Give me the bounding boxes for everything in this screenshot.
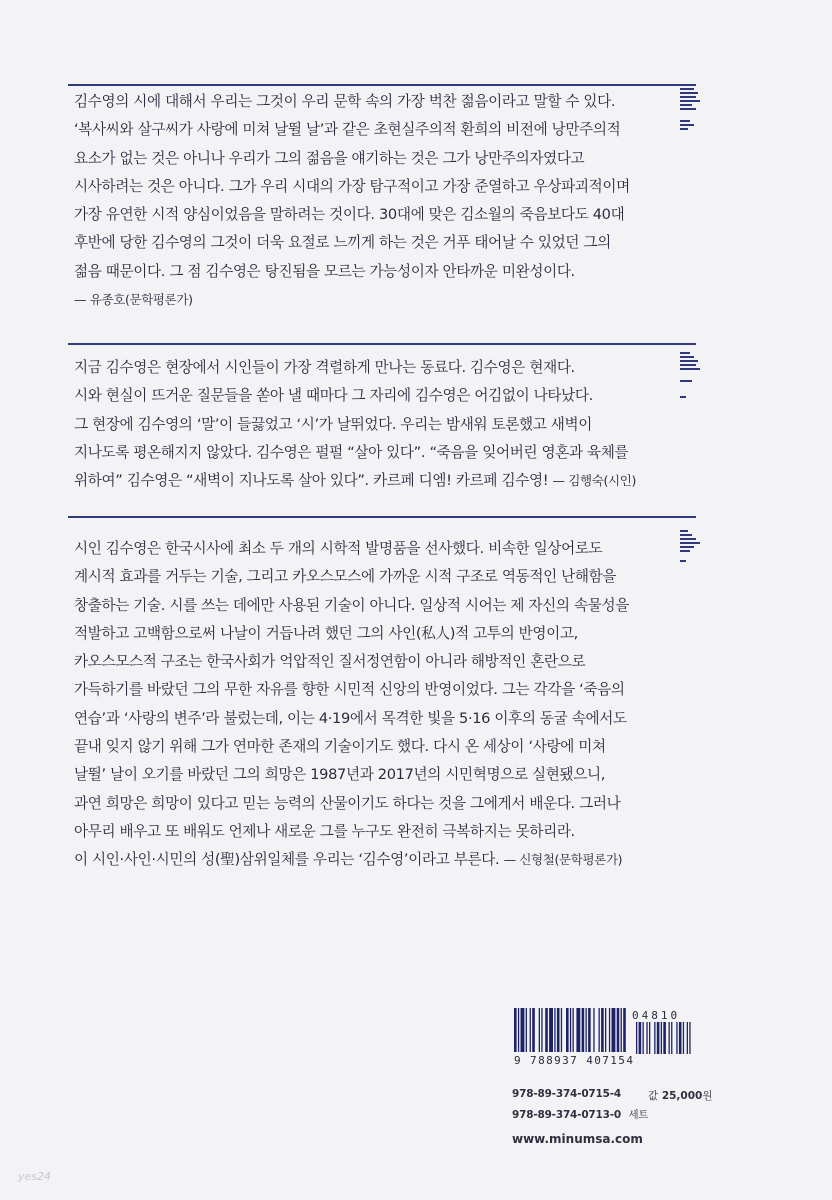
barcode-bar <box>576 1008 580 1052</box>
review-blurb-1 <box>74 88 674 314</box>
blurb-attribution: — 신형철(문학평론가) <box>503 852 623 868</box>
attribution-line <box>74 286 674 314</box>
barcode-bar <box>561 1008 562 1052</box>
barcode-bar <box>609 1008 610 1052</box>
retailer-watermark: yes24 <box>18 1170 52 1183</box>
barcode-bar <box>545 1008 548 1052</box>
isbn-primary: 978-89-374-0715-4 <box>512 1088 622 1100</box>
blurb-line: 연습’과 ‘사랑의 변주’라 불렀는데, 이는 4·19에서 목격한 빛을 5·16 이후의 동굴 속에서도 <box>74 709 627 727</box>
barcode-bar <box>621 1008 622 1052</box>
blurb-line: ‘복사씨와 살구씨가 사랑에 미쳐 날뛸 날’과 같은 초현실주의적 환희의 비전에 낭만주의적 <box>74 121 621 139</box>
barcode-bar <box>588 1008 591 1052</box>
blurb-line: 시인 김수영은 한국시사에 최소 두 개의 시학적 발명품을 선사했다. 비속한 일상어로도 <box>74 540 603 557</box>
barcode-digits: 9 788937 407154 <box>512 1054 698 1067</box>
barcode-bar <box>532 1008 535 1052</box>
barcode-bar <box>593 1008 594 1052</box>
blurb-line: 시사하려는 것은 아니다. 그가 우리 시대의 가장 탐구적이고 가장 준열하고 우상파괴적이며 <box>74 177 630 195</box>
barcode-bar <box>549 1008 553 1052</box>
blurb-line <box>74 467 674 495</box>
price <box>648 1088 713 1103</box>
price-label: 값 <box>648 1090 659 1102</box>
blurb-line: 과연 희망은 희망이 있다고 믿는 능력의 산물이기도 하다는 것을 그에게서 배운다. 그러나 <box>74 794 621 812</box>
divider-rule <box>68 84 696 86</box>
barcode-bar <box>612 1008 616 1052</box>
blurb-line: 젊음 때문이다. 그 점 김수영은 탕진됨을 모르는 가능성이자 안타까운 미완성이다. <box>74 262 575 280</box>
price-unit: 원 <box>702 1090 713 1102</box>
blurb-line: 카오스모스적 구조는 한국사회가 억압적인 질서정연함이 아니라 해방적인 혼란으로 <box>74 653 586 671</box>
barcode-bar <box>573 1008 574 1052</box>
isbn-set-number: 978-89-374-0713-0 <box>512 1109 622 1121</box>
blurb-line <box>74 846 674 874</box>
blurb-line: 날뛸’ 날이 오기를 바랐던 그의 희망은 1987년과 2017년의 시민혁명으로 실현됐으니, <box>74 766 606 784</box>
review-blurb-3 <box>74 535 674 875</box>
ruler-marks <box>680 530 702 564</box>
ruler-marks <box>680 352 702 400</box>
barcode-bar <box>518 1008 519 1052</box>
blurb-line: 계시적 효과를 거두는 기술, 그리고 카오스모스에 가까운 시적 구조로 역동적인 난해함을 <box>74 568 617 586</box>
blurb-line-text: 이 시인·사인·시민의 성(聖)삼위일체를 우리는 ‘김수영’이라고 부른다. <box>74 851 500 869</box>
barcode-bar <box>554 1008 555 1052</box>
barcode-bar <box>605 1008 606 1052</box>
divider-rule <box>68 343 696 345</box>
divider-rule <box>68 516 696 518</box>
blurb-line: 창출하는 기술. 시를 쓰는 데에만 사용된 기술이 아니다. 일상적 시어는 제 자신의 속물성을 <box>74 596 629 614</box>
blurb-line: 후반에 당한 김수영의 그것이 더욱 요절로 느끼게 하는 것은 거푸 태어날 수 있었던 그의 <box>74 234 611 252</box>
blurb-line: 끝내 잊지 않기 위해 그가 연마한 존재의 기술이기도 했다. 다시 온 세상이 ‘사랑에 미쳐 <box>74 738 606 756</box>
barcode-bar <box>526 1008 527 1052</box>
barcode-bar <box>521 1008 525 1052</box>
barcode-bar <box>541 1008 542 1052</box>
blurb-line: 지금 김수영은 현장에서 시인들이 가장 격렬하게 만나는 동료다. 김수영은 현재다. <box>74 359 575 376</box>
blurb-line: 지나도록 평온해지지 않았다. 김수영은 펄펄 “살아 있다”. “죽음을 잊어버린 영혼과 육체를 <box>74 443 629 461</box>
blurb-line: 요소가 없는 것은 아니나 우리가 그의 젊음을 얘기하는 것은 그가 낭만주의자였다고 <box>74 149 585 167</box>
barcode-bar <box>530 1008 531 1052</box>
barcode-bar <box>557 1008 560 1052</box>
isbn-set-label: 세트 <box>628 1109 649 1121</box>
review-blurb-2 <box>74 354 674 495</box>
blurb-line-text: 위하여” 김수영은 “새벽이 지나도록 살아 있다”. 카르페 디엠! 카르페 김수영! <box>74 472 549 490</box>
barcode-bar <box>582 1008 585 1052</box>
barcode-bar <box>599 1008 600 1052</box>
blurb-attribution: — 김행숙(시인) <box>552 473 636 489</box>
blurb-attribution: — 유종호(문학평론가) <box>74 292 193 308</box>
barcode-bar <box>539 1008 540 1052</box>
barcode-bar <box>623 1008 626 1052</box>
ruler-marks <box>680 88 702 132</box>
isbn-set <box>512 1107 648 1122</box>
blurb-line: 적발하고 고백함으로써 나날이 거듭나려 했던 그의 사인(私人)적 고투의 반영이고, <box>74 624 578 642</box>
blurb-line: 시와 현실이 뜨거운 질문들을 쏟아 낼 때마다 그 자리에 김수영은 어김없이 나타났다. <box>74 387 593 405</box>
blurb-line: 아무리 배우고 또 배워도 언제나 새로운 그를 누구도 완전히 극복하지는 못하리라. <box>74 822 575 840</box>
blurb-line: 그 현장에 김수영의 ‘말’이 들끓었고 ‘시’가 날뛰었다. 우리는 밤새워 토론했고 새벽이 <box>74 415 593 433</box>
barcode-bar <box>601 1008 604 1052</box>
blurb-line: 가장 유연한 시적 양심이었음을 말하려는 것이다. 30대에 맞은 김소월의 죽음보다도 40대 <box>74 206 625 224</box>
barcode-bar <box>514 1008 517 1052</box>
barcode-addon-digits: 04810 <box>632 1009 681 1022</box>
barcode-bar <box>586 1008 587 1052</box>
price-amount: 25,000 <box>661 1090 703 1102</box>
barcode-bar <box>570 1008 571 1052</box>
blurb-line: 가득하기를 바랐던 그의 무한 자유를 향한 시민적 신앙의 반영이었다. 그는 각각을 ‘죽음의 <box>74 681 625 699</box>
blurb-line: 김수영의 시에 대해서 우리는 그것이 우리 문학 속의 가장 벅찬 젊음이라고 말할 수 있다. <box>74 93 616 110</box>
publisher-website: www.minumsa.com <box>512 1132 643 1146</box>
barcode-bar <box>617 1008 620 1052</box>
barcode-bar <box>566 1008 569 1052</box>
